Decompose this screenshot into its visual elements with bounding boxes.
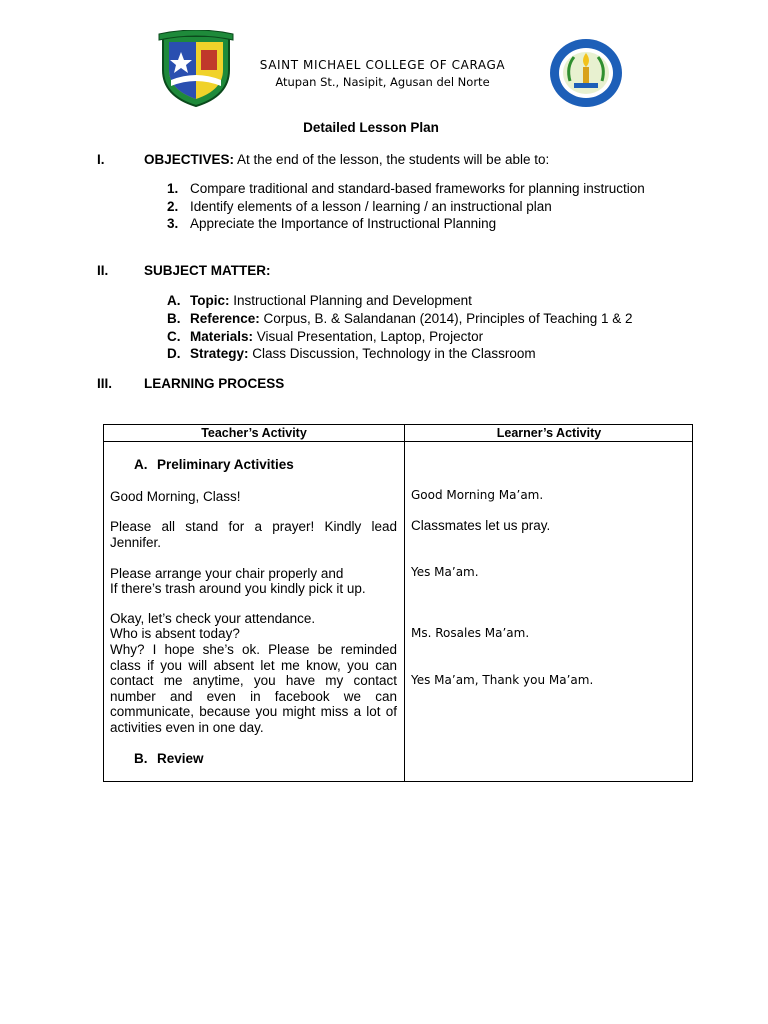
school-name: SAINT MICHAEL COLLEGE OF CARAGA (259, 58, 506, 72)
learner-line: Classmates let us pray. (411, 518, 551, 533)
teacher-line: Good Morning, Class! (110, 489, 241, 504)
section-number-objectives: I. (97, 152, 105, 167)
document-title: Detailed Lesson Plan (303, 120, 439, 135)
review-heading: B. Review (134, 751, 204, 766)
subject-matter-item: D. Strategy: Class Discussion, Technology in the Classroom (167, 346, 536, 361)
teacher-line: Okay, let’s check your attendance. (110, 611, 316, 626)
teacher-line: Please arrange your chair properly and (110, 566, 344, 581)
header-learners-activity: Learner’s Activity (496, 426, 602, 440)
school-address: Atupan St., Nasipit, Agusan del Norte (275, 75, 490, 89)
column-divider (404, 425, 405, 781)
school-crest-logo (157, 30, 235, 108)
subject-matter-item: B. Reference: Corpus, B. & Salandanan (2014), Principles of Teaching 1 & 2 (167, 311, 633, 326)
header-teachers-activity: Teacher’s Activity (201, 426, 307, 440)
learner-line: Yes Ma’am, Thank you Ma’am. (411, 673, 594, 687)
learner-line: Good Morning Ma’am. (411, 488, 544, 502)
learning-process-heading: LEARNING PROCESS (144, 376, 285, 391)
objectives-intro: At the end of the lesson, the students will be able to: (234, 152, 550, 167)
section-number-subject-matter: II. (97, 263, 109, 278)
learner-line: Yes Ma’am. (411, 565, 479, 579)
teacher-line: If there’s trash around you kindly pick it up. (110, 581, 366, 596)
objective-item: 3. Appreciate the Importance of Instructional Planning (167, 216, 497, 231)
learner-line: Ms. Rosales Ma’am. (411, 626, 530, 640)
subject-matter-item: C. Materials: Visual Presentation, Laptop, Projector (167, 329, 484, 344)
preliminary-activities-heading: A. Preliminary Activities (134, 457, 294, 472)
teacher-line: Who is absent today? (110, 626, 240, 641)
objective-item: 1. Compare traditional and standard-based frameworks for planning instruction (167, 181, 645, 196)
section-number-learning-process: III. (97, 376, 113, 391)
table-header-row (104, 425, 692, 442)
subject-matter-heading: SUBJECT MATTER: (144, 263, 271, 278)
objectives-label: OBJECTIVES: (144, 152, 235, 167)
objectives-heading (144, 152, 549, 167)
objective-item: 2. Identify elements of a lesson / learning / an instructional plan (167, 199, 552, 214)
teacher-paragraph: Why? I hope she’s ok. Please be reminded class if you will absent let me know, you can contact me anytime, you have my contact number and even in facebook we can communicate, because you might miss a lot of activities even in one day. (110, 642, 397, 735)
subject-matter-item: A. Topic: Instructional Planning and Development (167, 293, 472, 308)
activity-table (103, 424, 693, 782)
college-seal-logo (548, 37, 624, 109)
teacher-line: Please all stand for a prayer! Kindly lead Jennifer. (110, 519, 397, 550)
